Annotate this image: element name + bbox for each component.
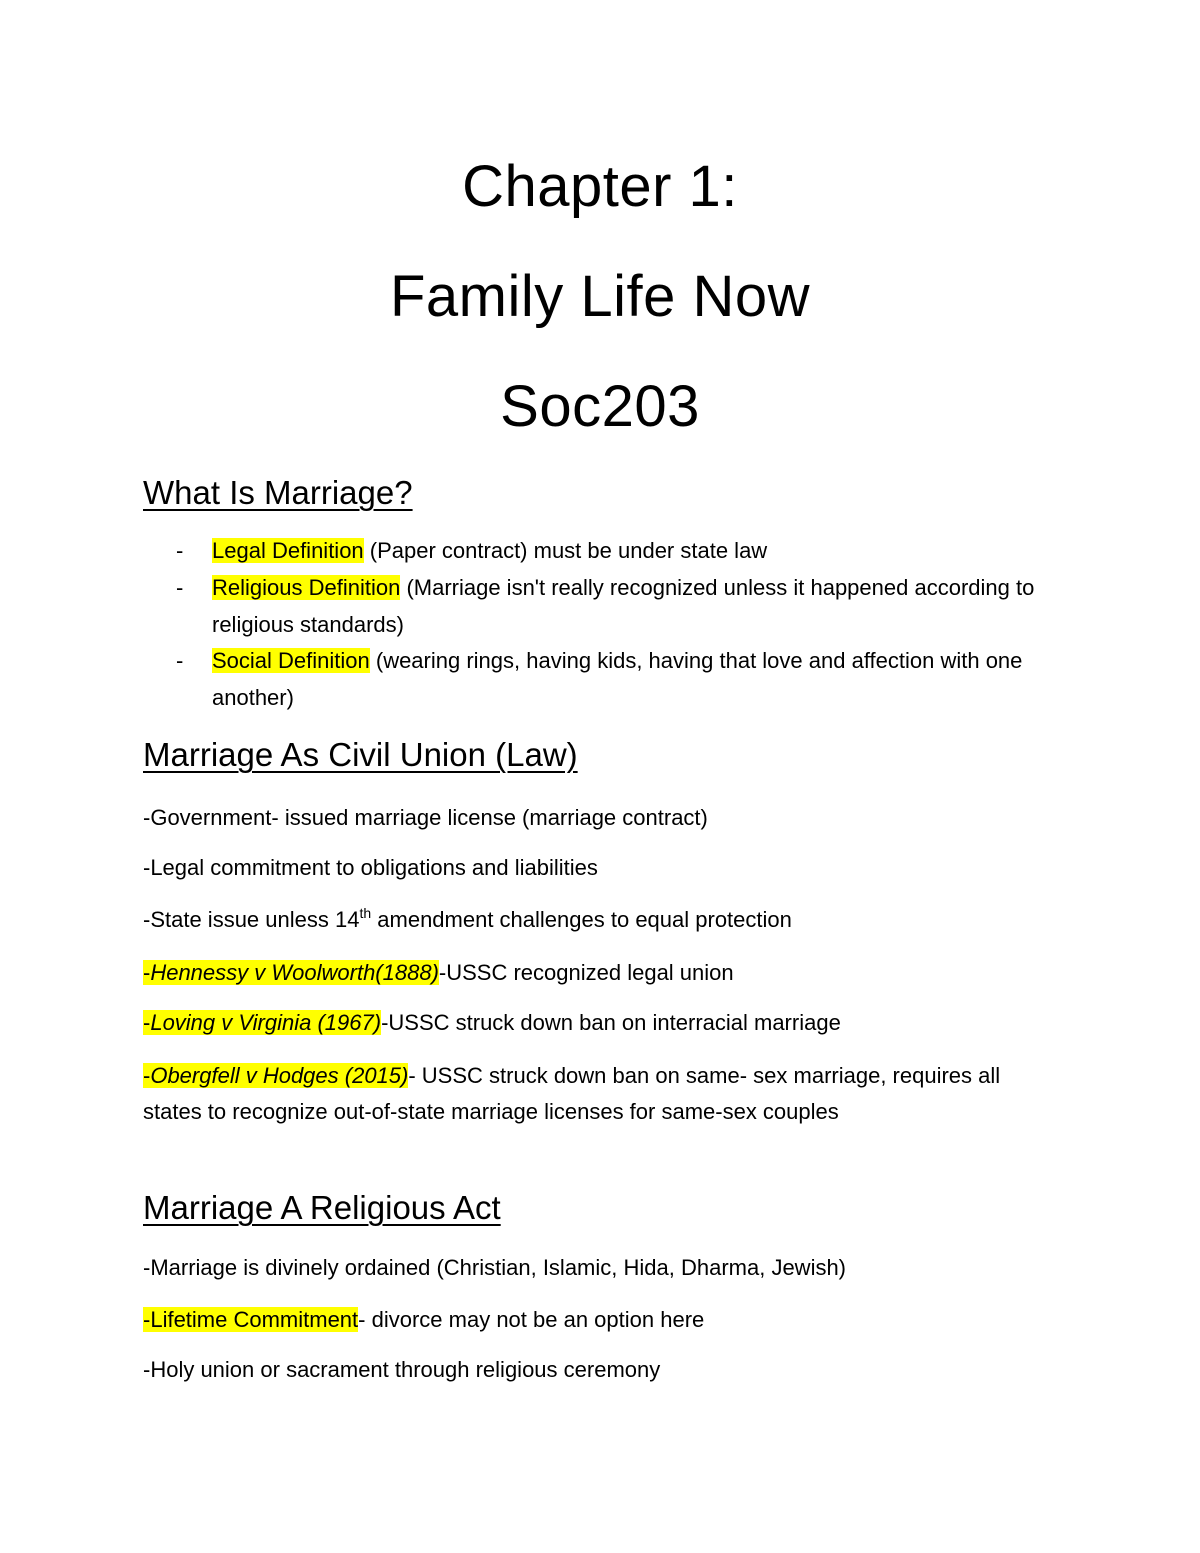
case-name: Obergfell v Hodges (2015) <box>150 1063 409 1088</box>
case-description: -USSC struck down ban on interracial marriage <box>381 1010 841 1035</box>
case-dash: - <box>143 1010 151 1035</box>
highlighted-term: Legal Definition <box>212 538 364 563</box>
paragraph-text: - divorce may not be an option here <box>358 1307 705 1332</box>
paragraph-marriage-license: -Government- issued marriage license (marriage contract) <box>143 805 708 830</box>
course-code: Soc203 <box>500 374 700 439</box>
section-heading-religious-act: Marriage A Religious Act <box>143 1189 501 1226</box>
paragraph-legal-commitment: -Legal commitment to obligations and liabilities <box>143 855 598 880</box>
bullet-text: (Marriage isn't really recognized unless it happened according to religious standards) <box>212 575 1035 637</box>
paragraph-lifetime-commitment <box>143 1302 1043 1338</box>
bullet-legal-definition <box>143 533 1053 570</box>
bullet-text: (Paper contract) must be under state law <box>363 538 768 563</box>
term-dash: - <box>143 1307 151 1332</box>
case-loving-v-virginia <box>143 1005 1043 1041</box>
state-issue-text: -State issue unless 14 <box>143 907 360 932</box>
case-hennessy-v-woolworth <box>143 955 1043 991</box>
section-heading-civil-union: Marriage As Civil Union (Law) <box>143 736 578 773</box>
chapter-title: Chapter 1: <box>462 154 738 219</box>
case-dash: - <box>143 960 151 985</box>
bullet-dash: - <box>176 538 184 563</box>
bullet-dash: - <box>176 648 184 673</box>
case-dash: - <box>143 1063 151 1088</box>
highlighted-term: Religious Definition <box>212 575 401 600</box>
paragraph-divinely-ordained: -Marriage is divinely ordained (Christian, Islamic, Hida, Dharma, Jewish) <box>143 1255 847 1280</box>
case-obergfell-v-hodges <box>143 1058 1013 1130</box>
case-description: - USSC struck down ban on same- sex marriage, requires all states to recognize out-of-state marriage licenses for same-sex couples <box>143 1063 1001 1124</box>
section-heading-what-is-marriage: What Is Marriage? <box>143 474 413 511</box>
superscript: th <box>359 905 372 921</box>
case-name: Hennessy v Woolworth(1888) <box>150 960 439 985</box>
paragraph-state-issue <box>143 902 1043 938</box>
bullet-text: (wearing rings, having kids, having that love and affection with one another) <box>212 648 1023 710</box>
case-name: Loving v Virginia (1967) <box>150 1010 382 1035</box>
bullet-dash: - <box>176 575 184 600</box>
paragraph-holy-union: -Holy union or sacrament through religious ceremony <box>143 1357 661 1382</box>
highlighted-term: Lifetime Commitment <box>150 1307 359 1332</box>
highlighted-term: Social Definition <box>212 648 370 673</box>
bullet-religious-definition <box>143 570 1053 643</box>
chapter-subtitle: Family Life Now <box>389 264 811 329</box>
state-issue-text-end: amendment challenges to equal protection <box>371 907 792 932</box>
bullet-social-definition <box>143 643 1053 716</box>
case-description: -USSC recognized legal union <box>438 960 734 985</box>
